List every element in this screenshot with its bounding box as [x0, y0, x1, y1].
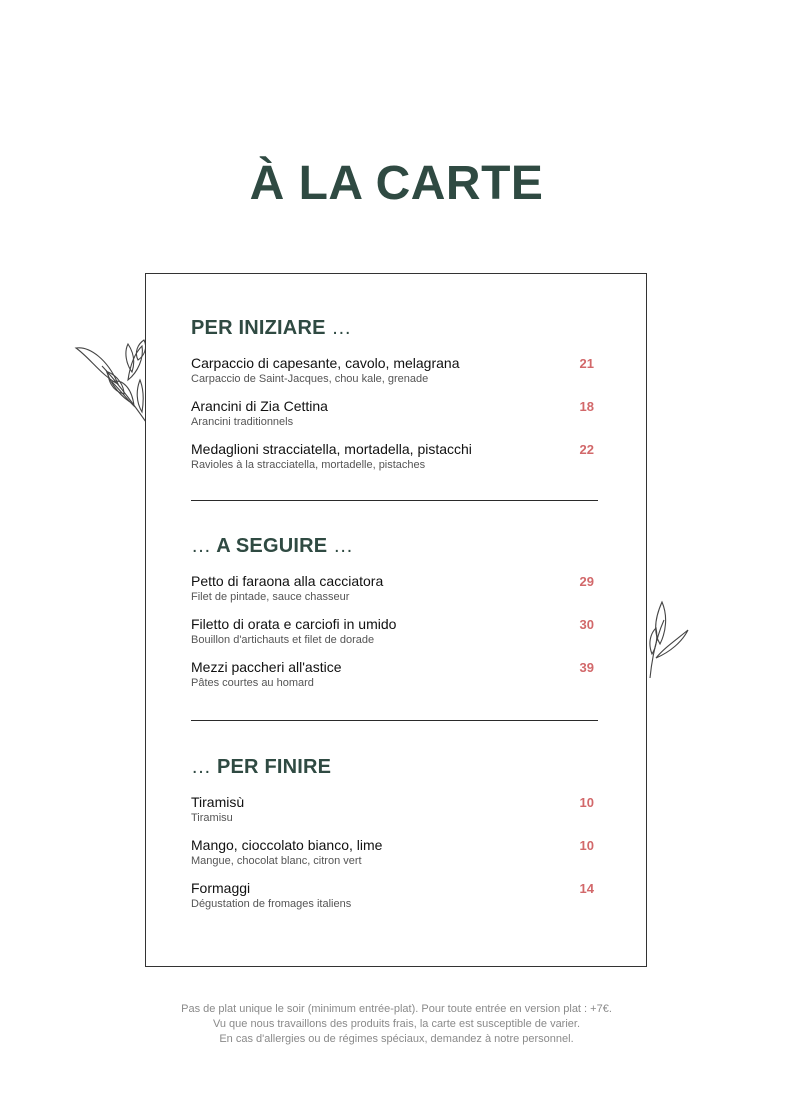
item-name: Formaggi	[191, 880, 251, 896]
item-description: Pâtes courtes au homard	[191, 677, 314, 689]
section-trail: …	[331, 317, 352, 339]
item-name: Petto di faraona alla cacciatora	[191, 573, 384, 589]
footer-line: Vu que nous travaillons des produits frais, la carte est susceptible de varier.	[212, 1018, 581, 1030]
section-title	[191, 754, 598, 780]
item-price: 10	[579, 838, 594, 853]
section-title	[191, 533, 598, 559]
item-price: 18	[579, 399, 594, 414]
item-description: Mangue, chocolat blanc, citron vert	[191, 855, 362, 867]
menu-item	[191, 355, 598, 398]
section-lead: …	[191, 535, 212, 557]
menu-item	[191, 616, 598, 659]
item-name: Medaglioni stracciatella, mortadella, pistacchi	[191, 441, 472, 457]
item-list	[191, 573, 598, 702]
item-price: 39	[579, 660, 594, 675]
section-divider	[191, 720, 598, 721]
item-price: 29	[579, 574, 594, 589]
item-name: Arancini di Zia Cettina	[191, 398, 328, 414]
menu-item	[191, 398, 598, 441]
item-name: Mezzi paccheri all'astice	[191, 659, 342, 675]
item-name: Carpaccio di capesante, cavolo, melagrana	[191, 355, 460, 371]
item-description: Carpaccio de Saint-Jacques, chou kale, grenade	[191, 373, 429, 385]
menu-item	[191, 659, 598, 702]
section-divider	[191, 500, 598, 501]
item-price: 30	[579, 617, 594, 632]
section-per-finire	[191, 754, 598, 923]
item-name: Mango, cioccolato bianco, lime	[191, 837, 383, 853]
menu-item	[191, 441, 598, 484]
section-title-text: PER INIZIARE	[191, 317, 326, 339]
item-description: Bouillon d'artichauts et filet de dorade	[191, 634, 375, 646]
section-title	[191, 315, 598, 341]
leaf-branch-right-icon	[644, 598, 692, 680]
menu-item	[191, 880, 598, 923]
footer-line: En cas d'allergies ou de régimes spéciaux, demandez à notre personnel.	[219, 1033, 574, 1045]
item-list	[191, 794, 598, 923]
section-a-seguire	[191, 533, 598, 702]
item-price: 22	[579, 442, 594, 457]
item-description: Tiramisu	[191, 812, 233, 824]
item-price: 14	[579, 881, 594, 896]
item-description: Filet de pintade, sauce chasseur	[191, 591, 350, 603]
item-price: 21	[579, 356, 594, 371]
menu-item	[191, 837, 598, 880]
leaf-branch-left-icon	[72, 336, 150, 428]
menu-item	[191, 573, 598, 616]
section-lead: …	[191, 756, 212, 778]
page-title: À LA CARTE	[249, 157, 544, 210]
section-title-text: PER FINIRE	[216, 756, 332, 778]
section-title-text: A SEGUIRE	[216, 535, 328, 557]
item-description: Arancini traditionnels	[191, 416, 294, 428]
item-description: Ravioles à la stracciatella, mortadelle, pistaches	[191, 459, 426, 471]
item-name: Tiramisù	[191, 794, 245, 810]
item-name: Filetto di orata e carciofi in umido	[191, 616, 397, 632]
item-list	[191, 355, 598, 484]
menu-item	[191, 794, 598, 837]
item-price: 10	[579, 795, 594, 810]
item-description: Dégustation de fromages italiens	[191, 898, 352, 910]
section-trail: …	[333, 535, 354, 557]
menu-card	[145, 273, 647, 967]
section-per-iniziare	[191, 315, 598, 484]
footer-notes	[0, 1002, 793, 1047]
footer-line: Pas de plat unique le soir (minimum entrée-plat). Pour toute entrée en version plat : +7€.	[181, 1003, 612, 1015]
